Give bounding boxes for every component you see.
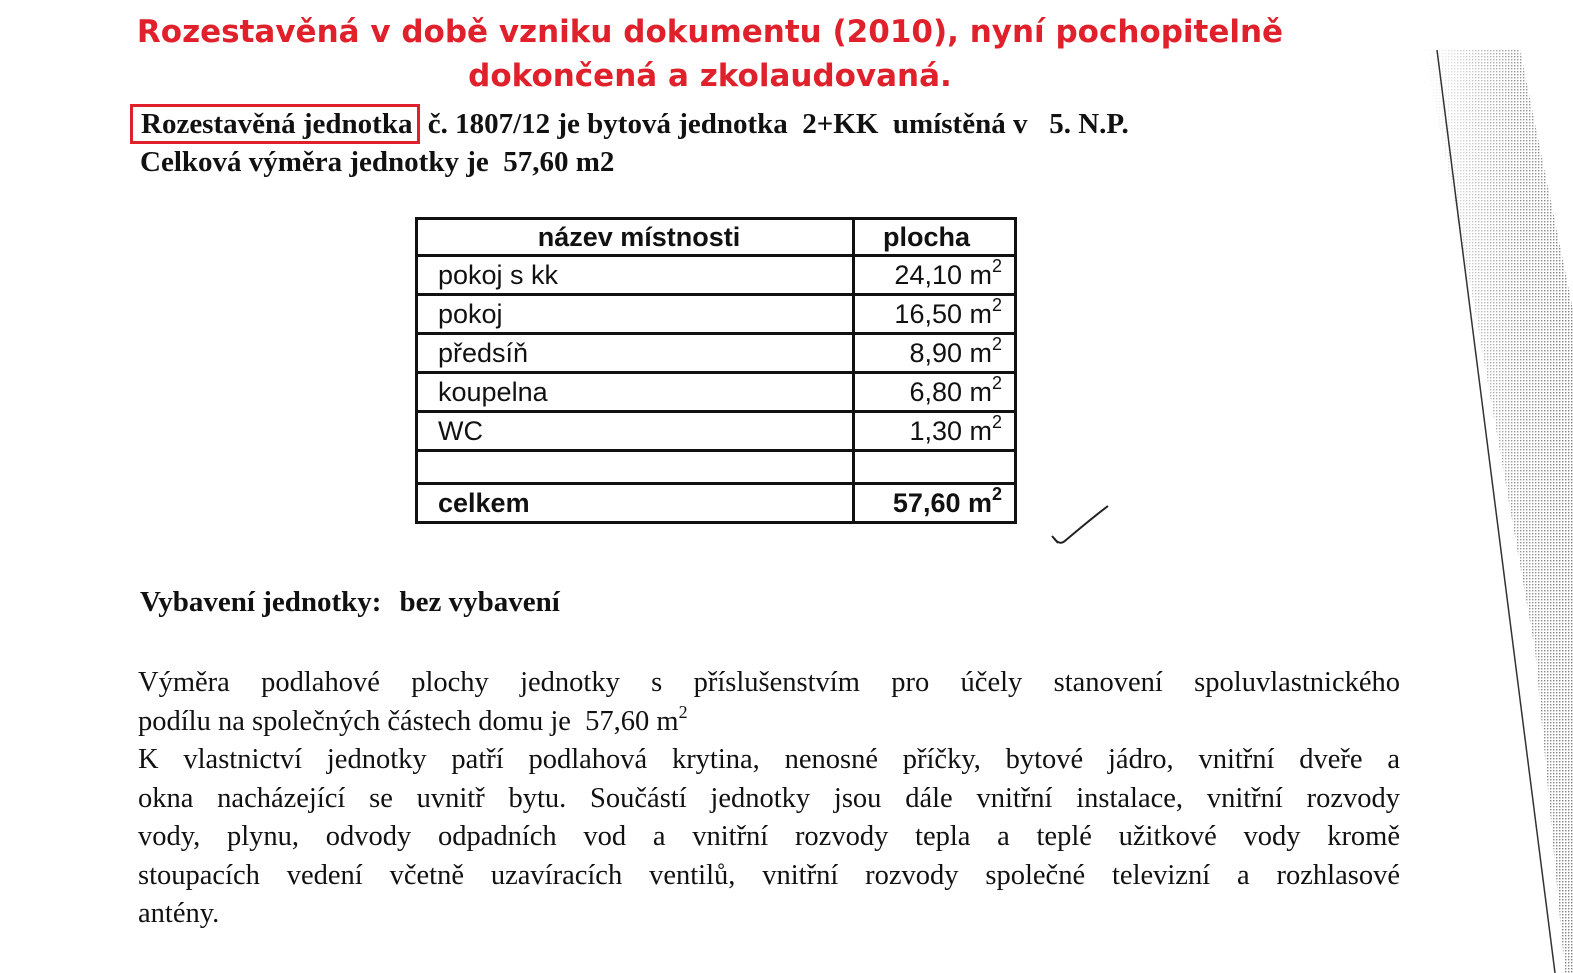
room-area: 1,30 $m^2$: [854, 412, 1016, 451]
unit-heading-line-1: [140, 104, 1129, 144]
table-row: [417, 295, 1016, 334]
table-row: [417, 256, 1016, 295]
room-area: 8,90 $m^2$: [854, 334, 1016, 373]
room-name: koupelna: [417, 373, 854, 412]
room-area: 6,80 $m^2$: [854, 373, 1016, 412]
annotation-line-1: Rozestavěná v době vzniku dokumentu (2010), nyní pochopitelně: [136, 14, 1284, 50]
room-area: 24,10 $m^2$: [854, 256, 1016, 295]
table-total-row: [417, 484, 1016, 523]
equipment-value: bez vybavení: [399, 586, 560, 618]
empty-cell: [417, 451, 854, 484]
equipment-label: Vybavení jednotky:: [140, 586, 382, 618]
ownership-paragraph: [138, 741, 1400, 934]
room-area: 16,50 $m^2$: [854, 295, 1016, 334]
paragraph-line: K vlastnictví jednotky patří podlahová krytina, nenosné příčky, bytové jádro, vnitřní dveře a: [138, 744, 1400, 775]
equipment-line: [140, 586, 560, 619]
paragraph-line: antény.: [138, 898, 220, 929]
table-header-row: [417, 219, 1016, 256]
checkmark-icon: [1048, 500, 1112, 548]
col-header-name: název místnosti: [417, 219, 854, 256]
room-name: předsíň: [417, 334, 854, 373]
empty-cell: [854, 451, 1016, 484]
floor-area-paragraph: [138, 664, 1400, 741]
red-annotation: [120, 10, 1300, 98]
table-row: [417, 412, 1016, 451]
rooms-table: [415, 217, 1017, 524]
total-area: 57,60 $m^2$: [854, 484, 1016, 523]
paragraph-line: Výměra podlahové plochy jednotky s příslušenstvím pro účely stanovení spoluvlastnického: [138, 667, 1400, 698]
unit-heading-rest: č. 1807/12 je bytová jednotka 2+KK umístěná v 5. N.P.: [427, 108, 1129, 140]
paragraph-line: okna nacházející se uvnitř bytu. Součástí jednotky jsou dále vnitřní instalace, vnitřní rozvody: [138, 782, 1400, 814]
room-name: WC: [417, 412, 854, 451]
annotation-line-2: dokončená a zkolaudovaná.: [468, 58, 952, 94]
table-row: [417, 373, 1016, 412]
col-header-area: plocha: [854, 219, 1016, 256]
paragraph-line: vody, plynu, odvody odpadních vod a vnitřní rozvody tepla a teplé užitkové vody kromě: [138, 821, 1400, 852]
room-name: pokoj: [417, 295, 854, 334]
room-name: pokoj s kk: [417, 256, 854, 295]
total-label: celkem: [417, 484, 854, 523]
paragraph-line: stoupacích vedení včetně uzavíracích ventilů, vnitřní rozvody společné televizní a rozhlasové: [138, 859, 1400, 891]
table-row: [417, 334, 1016, 373]
paragraph-line: podílu na společných částech domu je 57,60 $m^2$: [138, 701, 688, 737]
highlighted-phrase: Rozestavěná jednotka: [130, 104, 420, 144]
scan-edge-shading: [1415, 50, 1573, 973]
table-empty-row: [417, 451, 1016, 484]
unit-total-area-line: Celková výměra jednotky je 57,60 m2: [140, 146, 615, 178]
